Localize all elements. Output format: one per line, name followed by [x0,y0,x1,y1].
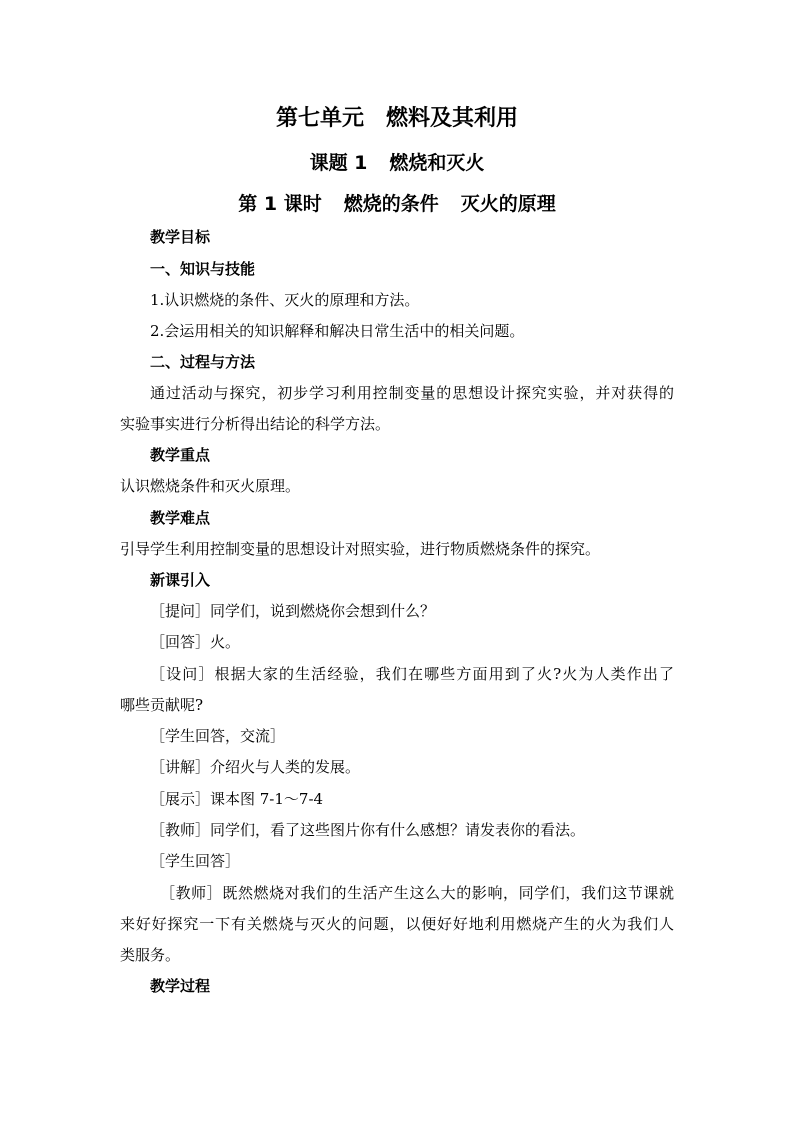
intro-line-student-discuss: ［学生回答，交流］ [150,727,286,745]
intro-line-answer: ［回答］火。 [150,633,241,651]
intro-line-teacher-2b: 来好好探究一下有关燃烧与灭火的问题，以便好好地利用燃烧产生的火为我们人 [120,915,674,933]
lesson-title [0,189,794,216]
key-point-text: 认识燃烧条件和灭火原理。 [120,477,301,495]
key-point-heading: 教学重点 [150,446,211,464]
intro-line-student-answer: ［学生回答］ [150,852,241,870]
intro-line-teacher-2a: ［教师］既然燃烧对我们的生活产生这么大的影响，同学们，我们这节课就 [160,884,674,902]
intro-line-question-1: ［设问］根据大家的生活经验，我们在哪些方面用到了火?火为人类作出了 [150,665,674,683]
intro-line-teacher: ［教师］同学们，看了这些图片你有什么感想？请发表你的看法。 [150,821,586,839]
goals-heading: 教学目标 [150,228,211,246]
goals-paragraph-line-2: 实验事实进行分析得出结论的科学方法。 [120,415,391,433]
goals-item-2: 2.会运用相关的知识解释和解决日常生活中的相关问题。 [150,322,525,340]
lesson-part-2: 灭火的原理 [460,193,556,215]
intro-line-show: ［展示］课本图 7-1～7-4 [150,790,324,808]
process-heading: 教学过程 [150,977,211,995]
intro-line-teacher-2c: 类服务。 [120,946,181,964]
lesson-part-1: 燃烧的条件 [343,193,439,215]
difficulty-heading: 教学难点 [150,509,211,527]
lesson-number: 第 1 课时 [238,193,322,215]
intro-line-explain: ［讲解］介绍火与人类的发展。 [150,758,361,776]
topic-name: 燃烧和灭火 [389,152,485,174]
unit-name: 燃料及其利用 [386,106,519,131]
intro-line-ask: ［提问］同学们，说到燃烧你会想到什么？ [150,602,436,620]
goals-item-1: 1.认识燃烧的条件、灭火的原理和方法。 [150,291,420,309]
goals-section-1: 一、知识与技能 [150,260,256,278]
topic-number: 课题 1 [309,152,368,174]
difficulty-text: 引导学生利用控制变量的思想设计对照实验，进行物质燃烧条件的探究。 [120,540,601,558]
topic-title [0,148,794,175]
goals-paragraph-line-1: 通过活动与探究，初步学习利用控制变量的思想设计探究实验，并对获得的 [150,384,674,402]
intro-heading: 新课引入 [150,571,211,589]
unit-title [0,101,794,132]
unit-number: 第七单元 [275,106,364,131]
intro-line-question-2: 哪些贡献呢? [120,696,204,714]
goals-section-2: 二、过程与方法 [150,353,256,371]
